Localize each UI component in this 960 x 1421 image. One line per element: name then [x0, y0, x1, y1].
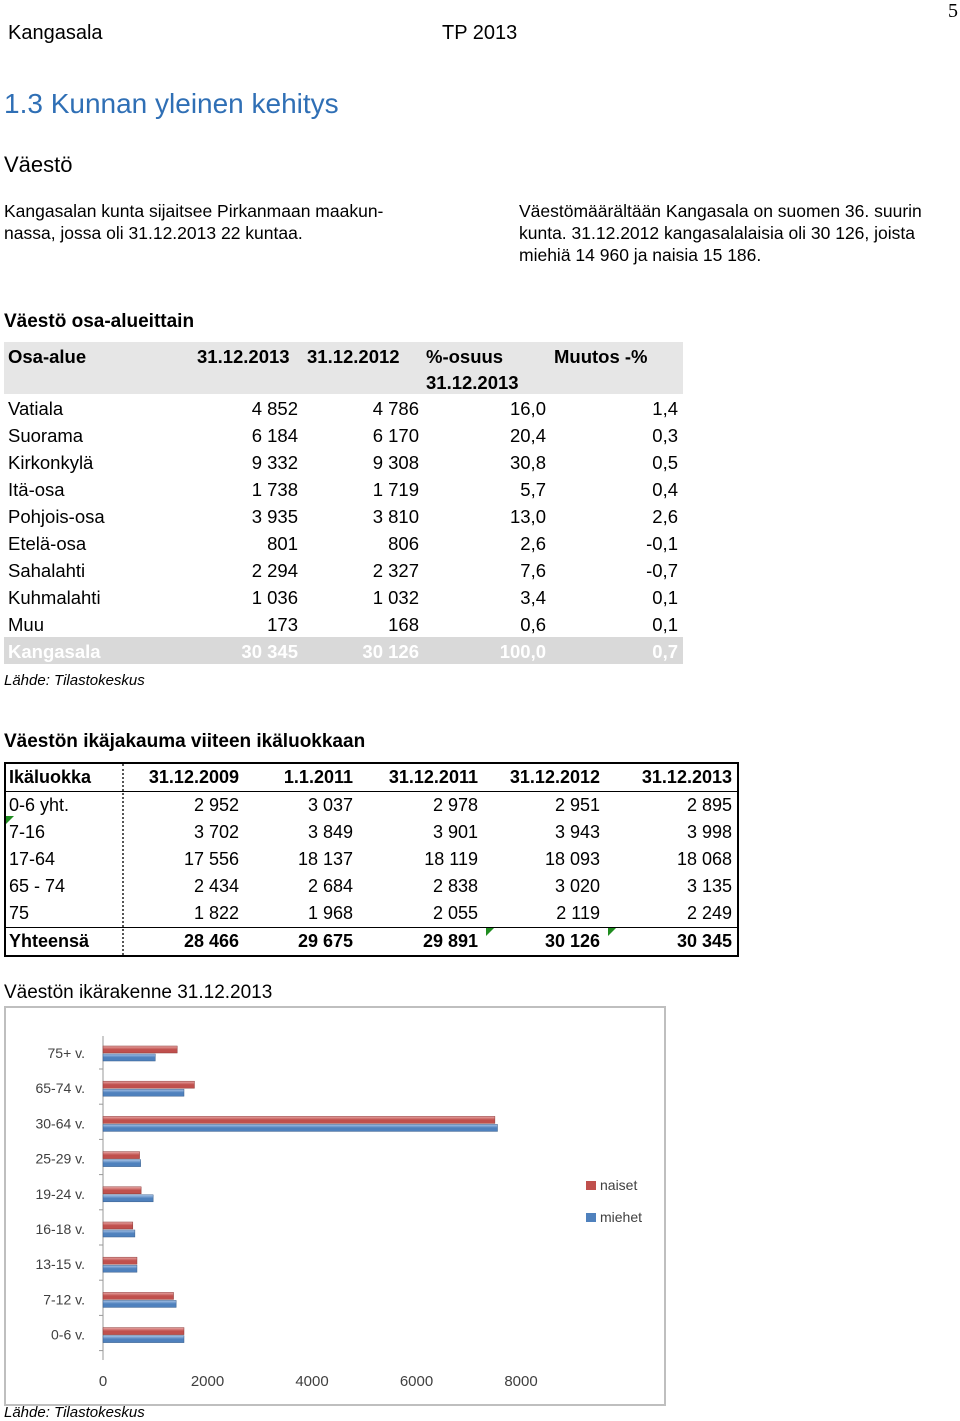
age-cell: 3 901 — [432, 822, 478, 842]
area-table-row — [4, 475, 683, 502]
age-cell: 18 119 — [424, 849, 478, 869]
section-title: 1.3 Kunnan yleinen kehitys — [4, 88, 339, 119]
category-label: 25-29 v. — [35, 1150, 85, 1167]
area-col-header: 31.12.2013 — [197, 346, 290, 367]
category-label: 16-18 v. — [35, 1221, 85, 1237]
bar-miehet — [103, 1336, 184, 1343]
age-table-row — [6, 792, 737, 819]
age-cell: 18 137 — [297, 849, 353, 869]
area-cell: 9 332 — [251, 452, 298, 473]
area-col-header: 31.12.2012 — [307, 346, 400, 367]
x-tick-label: 2000 — [190, 1373, 225, 1390]
age-cell: 2 952 — [193, 795, 239, 815]
age-cell: 1 968 — [307, 903, 353, 923]
bar-miehet — [103, 1230, 135, 1237]
age-table-total-row — [6, 927, 737, 955]
area-cell: 3,4 — [520, 587, 546, 608]
bar-miehet — [103, 1160, 141, 1167]
category-label: 19-24 v. — [35, 1185, 85, 1202]
area-col-header: Osa-alue — [8, 346, 87, 367]
area-cell: 0,5 — [652, 452, 678, 473]
age-cell: 2 055 — [432, 903, 478, 923]
age-table-header — [6, 764, 737, 792]
bar-naiset — [103, 1187, 141, 1194]
header-municipality: Kangasala — [8, 22, 103, 44]
age-cell: 17-64 — [9, 849, 56, 869]
age-cell: 0-6 yht. — [9, 795, 70, 815]
area-cell: Kuhmalahti — [8, 587, 101, 608]
age-cell: 29 891 — [422, 931, 478, 951]
age-col-header: 31.12.2012 — [509, 767, 600, 787]
area-cell: 0,4 — [652, 479, 678, 500]
area-table-row — [4, 610, 683, 637]
legend-label: miehet — [600, 1209, 643, 1225]
x-tick-label: 4000 — [295, 1373, 329, 1390]
area-table-source: Lähde: Tilastokeskus — [4, 672, 145, 689]
x-tick-label: 0 — [98, 1373, 108, 1390]
area-cell: 6 184 — [251, 425, 298, 446]
area-table-header — [4, 342, 683, 394]
legend-label: naiset — [600, 1177, 638, 1193]
area-cell: 6 170 — [372, 425, 419, 446]
area-cell: 806 — [388, 533, 419, 554]
area-cell: 4 786 — [372, 398, 419, 419]
area-cell: 168 — [388, 614, 419, 635]
age-cell: 3 998 — [686, 822, 732, 842]
intro-left-paragraph: Kangasalan kunta sijaitsee Pirkanmaan maakun-nassa, jossa oli 31.12.2013 22 kuntaa. — [4, 201, 384, 243]
area-cell: Pohjois-osa — [8, 506, 105, 527]
bar-miehet — [103, 1124, 497, 1131]
category-label: 0-6 v. — [51, 1326, 85, 1343]
x-tick-label: 8000 — [504, 1373, 538, 1390]
age-cell: 17 556 — [183, 849, 239, 869]
area-cell: Itä-osa — [8, 479, 65, 500]
x-tick-label: 6000 — [399, 1373, 434, 1390]
category-label: 75+ v. — [47, 1045, 85, 1061]
bar-naiset — [103, 1116, 495, 1123]
area-table-row — [4, 502, 683, 529]
header-report: TP 2013 — [442, 22, 518, 44]
area-cell: 20,4 — [509, 425, 546, 446]
age-col-header: 1.1.2011 — [283, 767, 353, 787]
age-col-header: 31.12.2009 — [148, 767, 239, 787]
chart-title: Väestön ikärakenne 31.12.2013 — [4, 982, 273, 1003]
category-label: 7-12 v. — [43, 1291, 85, 1308]
area-table-row — [4, 529, 683, 556]
age-table-row — [6, 846, 737, 873]
bar-naiset — [103, 1257, 137, 1264]
age-col-header: 31.12.2013 — [641, 767, 732, 787]
area-cell: 30 345 — [241, 641, 298, 662]
age-cell: Yhteensä — [9, 931, 90, 951]
area-cell: 2 327 — [372, 560, 419, 581]
bar-naiset — [103, 1292, 174, 1299]
age-col-header: Ikäluokka — [9, 767, 92, 787]
area-cell: Sahalahti — [8, 560, 86, 581]
age-cell: 2 119 — [556, 903, 600, 923]
area-col-header: Muutos -% — [554, 346, 648, 367]
chart-svg — [6, 1008, 664, 1404]
age-cell: 2 249 — [686, 903, 732, 923]
category-label: 65-74 v. — [35, 1080, 85, 1097]
area-cell: 16,0 — [509, 398, 546, 419]
age-structure-chart — [4, 1006, 666, 1406]
area-table-row — [4, 394, 683, 421]
age-cell: 18 093 — [544, 849, 600, 869]
area-cell: 13,0 — [509, 506, 546, 527]
bar-naiset — [103, 1152, 140, 1159]
area-cell: 9 308 — [372, 452, 419, 473]
bar-naiset — [103, 1081, 194, 1088]
area-cell: 2 294 — [251, 560, 298, 581]
comment-marker-icon — [486, 928, 494, 936]
age-cell: 30 126 — [544, 931, 600, 951]
area-table-row — [4, 583, 683, 610]
age-cell: 28 466 — [183, 931, 239, 951]
comment-marker-icon — [608, 928, 616, 936]
area-cell: 7,6 — [520, 560, 546, 581]
area-cell: 1 738 — [251, 479, 298, 500]
area-cell: 30,8 — [509, 452, 546, 473]
age-cell: 3 849 — [307, 822, 353, 842]
bar-miehet — [103, 1054, 155, 1061]
age-table-row — [6, 819, 737, 846]
bar-miehet — [103, 1300, 176, 1307]
area-cell: 0,6 — [520, 614, 546, 635]
age-table-row — [6, 873, 737, 900]
area-cell: 4 852 — [251, 398, 298, 419]
age-cell: 7-16 — [9, 822, 46, 842]
age-table — [4, 762, 739, 957]
area-cell: 100,0 — [499, 641, 546, 662]
bar-miehet — [103, 1089, 184, 1096]
age-cell: 3 037 — [307, 795, 353, 815]
age-cell: 3 943 — [554, 822, 600, 842]
age-cell: 2 684 — [307, 876, 353, 896]
area-table-row — [4, 448, 683, 475]
area-cell: 1 032 — [372, 587, 419, 608]
age-cell: 1 822 — [193, 903, 239, 923]
area-cell: -0,1 — [646, 533, 678, 554]
area-cell: 2,6 — [520, 533, 546, 554]
category-label: 30-64 v. — [35, 1115, 85, 1132]
area-table-row — [4, 421, 683, 448]
bar-naiset — [103, 1046, 177, 1053]
area-cell: -0,7 — [646, 560, 678, 581]
area-cell: Kirkonkylä — [8, 452, 94, 473]
category-label: 13-15 v. — [35, 1256, 85, 1273]
age-cell: 3 020 — [554, 876, 600, 896]
age-cell: 30 345 — [676, 931, 732, 951]
bar-miehet — [103, 1265, 137, 1272]
age-cell: 75 — [9, 903, 30, 923]
age-cell: 29 675 — [297, 931, 353, 951]
age-cell: 65 - 74 — [9, 876, 66, 896]
age-col-header: 31.12.2011 — [388, 767, 478, 787]
area-cell: 30 126 — [362, 641, 419, 662]
intro-right-paragraph: Väestömäärältään Kangasala on suomen 36. suurin kunta. 31.12.2012 kangasalalaisia oli 30 126, joista miehiä 14 960 ja naisia 15 186. — [519, 201, 922, 265]
area-cell: 0,1 — [652, 587, 678, 608]
area-cell: 3 810 — [372, 506, 419, 527]
age-cell: 18 068 — [676, 849, 732, 869]
age-cell: 2 951 — [554, 795, 600, 815]
area-cell: 1 036 — [251, 587, 298, 608]
area-cell: Vatiala — [8, 398, 64, 419]
area-cell: Muu — [8, 614, 44, 635]
area-cell: Kangasala — [8, 641, 101, 662]
area-cell: 2,6 — [652, 506, 678, 527]
legend-swatch — [586, 1181, 596, 1190]
age-cell: 2 895 — [686, 795, 732, 815]
area-col-header: %-osuus — [426, 346, 504, 367]
age-cell: 2 838 — [432, 876, 478, 896]
bar-miehet — [103, 1195, 153, 1202]
area-cell: 3 935 — [251, 506, 298, 527]
bar-naiset — [103, 1222, 133, 1229]
bar-naiset — [103, 1328, 184, 1335]
area-cell: Etelä-osa — [8, 533, 87, 554]
area-cell: 0,7 — [652, 641, 678, 662]
age-cell: 2 434 — [193, 876, 239, 896]
legend-swatch — [586, 1213, 596, 1222]
area-cell: 801 — [267, 533, 298, 554]
area-col-header-sub: 31.12.2013 — [426, 372, 519, 393]
page-number: 5 — [948, 0, 958, 22]
age-cell: 3 135 — [686, 876, 732, 896]
age-cell: 2 978 — [432, 795, 478, 815]
area-cell: 1,4 — [652, 398, 678, 419]
area-table-total-row — [4, 637, 683, 664]
area-cell: 5,7 — [520, 479, 546, 500]
chart-source: Lähde: Tilastokeskus — [4, 1404, 145, 1421]
age-cell: 3 702 — [193, 822, 239, 842]
area-table — [4, 342, 683, 664]
area-table-title: Väestö osa-alueittain — [4, 311, 195, 332]
area-cell: 0,1 — [652, 614, 678, 635]
area-cell: 1 719 — [372, 479, 419, 500]
area-cell: 173 — [267, 614, 298, 635]
comment-marker-icon — [6, 816, 14, 824]
area-cell: 0,3 — [652, 425, 678, 446]
subsection-title: Väestö — [4, 152, 73, 177]
area-table-row — [4, 556, 683, 583]
age-table-title: Väestön ikäjakauma viiteen ikäluokkaan — [4, 731, 366, 752]
area-cell: Suorama — [8, 425, 84, 446]
age-table-row — [6, 900, 737, 927]
